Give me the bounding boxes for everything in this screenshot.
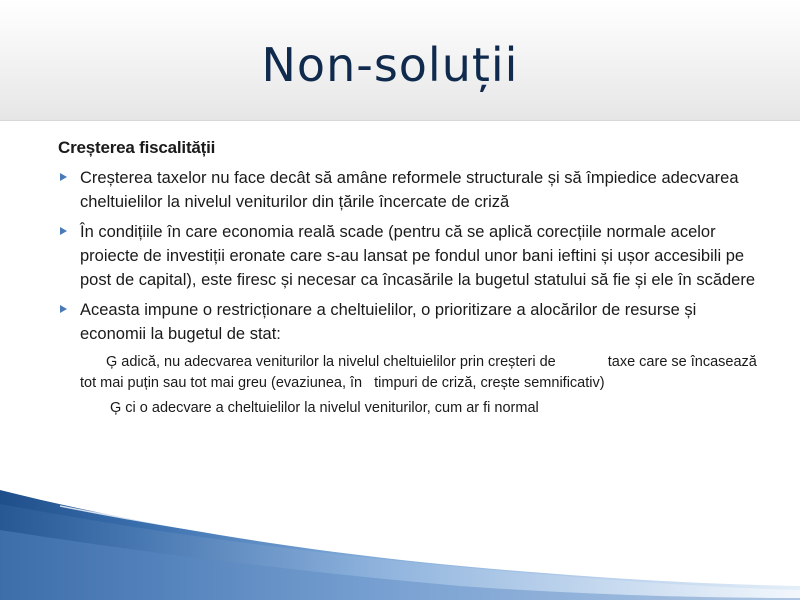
bullet-item bbox=[58, 220, 758, 292]
triangle-bullet-icon bbox=[60, 173, 67, 181]
section-heading: Creșterea fiscalității bbox=[58, 138, 216, 157]
bullet-text: Aceasta impune o restricționare a cheltuielilor, o prioritizare a alocărilor de resurse și economii la bugetul de stat: bbox=[80, 301, 697, 343]
bullet-text: Creșterea taxelor nu face decât să amâne reformele structurale și să împiedice adecvarea cheltuielilor la nivelul veniturilor din țările încercate de criză bbox=[80, 169, 739, 211]
sub-item-text: timpuri de criză, crește semnificativ) bbox=[374, 375, 605, 391]
sub-item-text: Ģ ci o adecvare a cheltuielilor la nivelul veniturilor, cum ar fi normal bbox=[110, 400, 539, 416]
bullet-item bbox=[58, 298, 758, 346]
sub-item-text: taxe care se încasează tot mai puțin sau tot mai greu (evaziunea, în bbox=[80, 354, 757, 391]
decorative-wave bbox=[0, 490, 800, 600]
bullet-text: În condițiile în care economia reală scade (pentru că se aplică corecțiile normale acelor proiecte de investiții eronate care s-au lansat pe fondul unor bani ieftini și ușor accesibili pe post de capital), este firesc și necesar ca încasările la bugetul statului să fie și ele în scădere bbox=[80, 223, 756, 289]
sub-item bbox=[80, 398, 758, 419]
bullet-item bbox=[58, 166, 758, 214]
triangle-bullet-icon bbox=[60, 227, 67, 235]
slide-title: Non-soluții bbox=[261, 38, 519, 92]
triangle-bullet-icon bbox=[60, 305, 67, 313]
bullet-list bbox=[58, 166, 758, 346]
slide-content bbox=[58, 136, 758, 419]
sub-item bbox=[80, 352, 758, 394]
sub-item-text: Ģ adică, nu adecvarea veniturilor la nivelul cheltuielilor prin creșteri de bbox=[106, 354, 556, 370]
